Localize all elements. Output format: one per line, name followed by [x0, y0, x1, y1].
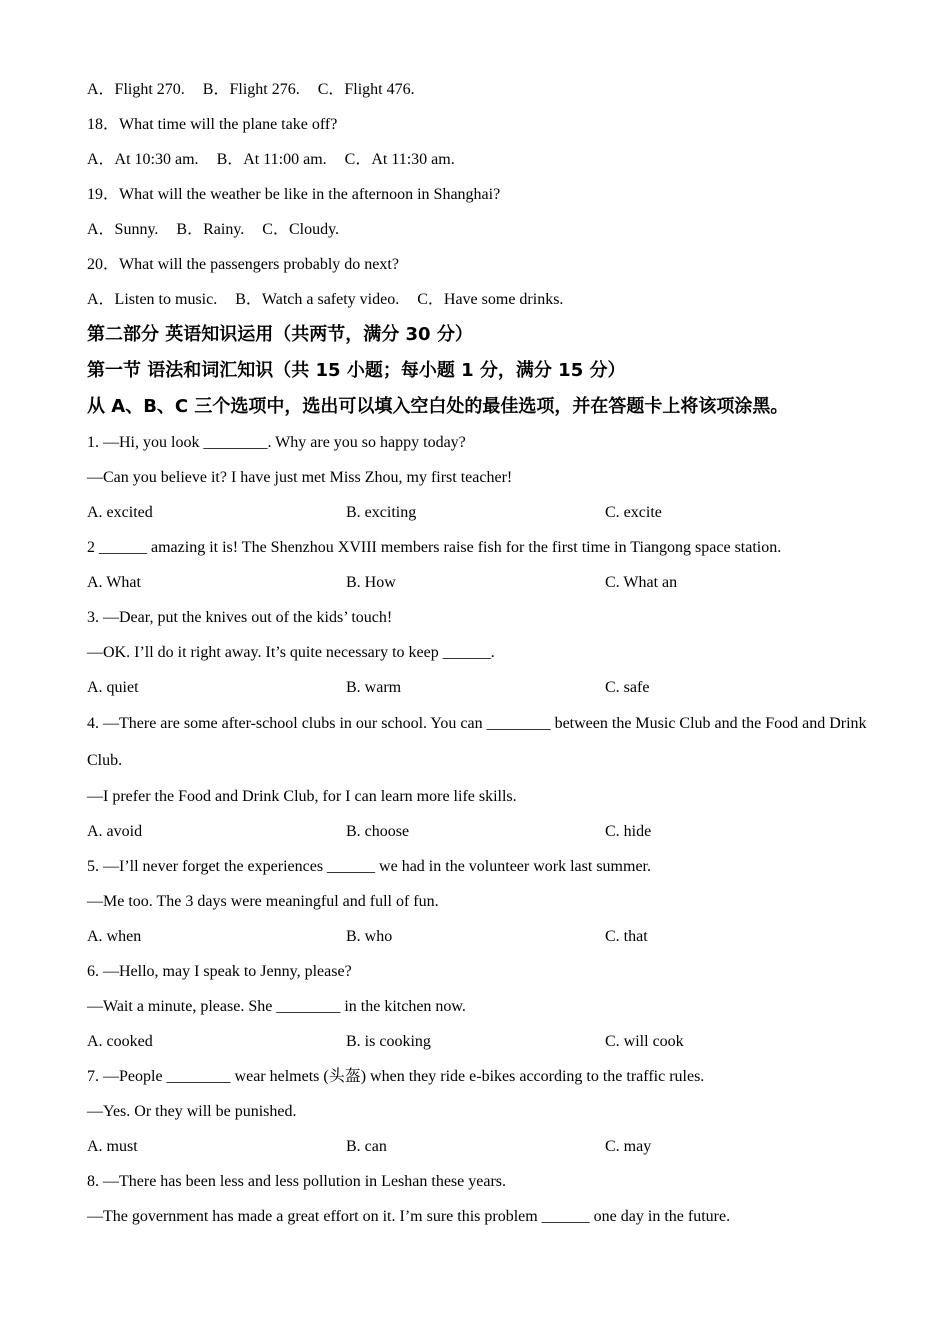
q19-options — [87, 212, 877, 247]
q18-options — [87, 142, 877, 177]
option-b: B. can — [346, 1138, 387, 1155]
option-a: A．Flight 270. — [87, 81, 185, 98]
option-b: B．Watch a safety video. — [235, 291, 400, 308]
option-a: A. must — [87, 1138, 138, 1155]
q6-line-1: 6. —Hello, may I speak to Jenny, please? — [87, 963, 352, 980]
q1-line-2: —Can you believe it? I have just met Miss Zhou, my first teacher! — [87, 469, 513, 486]
q5-line-1: 5. —I’ll never forget the experiences ______ we had in the volunteer work last summer. — [87, 858, 651, 875]
option-a: A. avoid — [87, 823, 143, 840]
instruction: 从 A、B、C 三个选项中，选出可以填入空白处的最佳选项，并在答题卡上将该项涂黑。 — [87, 396, 789, 417]
option-c: C. excite — [605, 504, 662, 521]
option-a: A．Sunny. — [87, 221, 159, 238]
option-c: C. safe — [605, 679, 650, 696]
q6-line-2: —Wait a minute, please. She ________ in the kitchen now. — [87, 998, 466, 1015]
option-b: B. is cooking — [346, 1033, 431, 1050]
q3-line-2: —OK. I’ll do it right away. It’s quite necessary to keep ______. — [87, 644, 495, 661]
q5-options — [87, 919, 877, 954]
q19-question: 19．What will the weather be like in the afternoon in Shanghai? — [87, 186, 501, 203]
option-c: C. What an — [605, 574, 678, 591]
option-a: A. when — [87, 928, 142, 945]
q4-options — [87, 814, 877, 849]
option-c: C．Cloudy. — [262, 221, 340, 238]
option-a: A．At 10:30 am. — [87, 151, 199, 168]
option-c: C. will cook — [605, 1033, 684, 1050]
q2-line-1: 2 ______ amazing it is! The Shenzhou XVIII members raise fish for the first time in Tiangong space station. — [87, 539, 782, 556]
q3-line-1: 3. —Dear, put the knives out of the kids’ touch! — [87, 609, 393, 626]
q2-options — [87, 565, 877, 600]
option-c: C. that — [605, 928, 648, 945]
part-heading: 第二部分 英语知识运用（共两节，满分 30 分） — [87, 324, 473, 345]
q6-options — [87, 1024, 877, 1059]
q18-question: 18．What time will the plane take off? — [87, 116, 338, 133]
option-b: B. exciting — [346, 504, 417, 521]
option-b: B. choose — [346, 823, 410, 840]
option-a: A. excited — [87, 504, 153, 521]
option-c: C．Flight 476. — [317, 81, 415, 98]
q17-options — [87, 72, 877, 107]
document-page — [87, 72, 877, 1234]
q7-line-2: —Yes. Or they will be punished. — [87, 1103, 297, 1120]
option-a: A. What — [87, 574, 141, 591]
option-c: C．At 11:30 am. — [344, 151, 455, 168]
q3-options — [87, 670, 877, 705]
option-a: A．Listen to music. — [87, 291, 218, 308]
q1-line-1: 1. —Hi, you look ________. Why are you so happy today? — [87, 434, 466, 451]
q5-line-2: —Me too. The 3 days were meaningful and full of fun. — [87, 893, 439, 910]
option-a: A. cooked — [87, 1033, 153, 1050]
option-c: C. may — [605, 1138, 652, 1155]
q4-line-1: 4. —There are some after-school clubs in our school. You can ________ between the Music Club and the Food and Drink Club. — [87, 715, 867, 769]
q1-options — [87, 495, 877, 530]
option-b: B. warm — [346, 679, 402, 696]
q20-question: 20．What will the passengers probably do next? — [87, 256, 399, 273]
q20-options — [87, 282, 877, 317]
section-heading: 第一节 语法和词汇知识（共 15 小题；每小题 1 分，满分 15 分） — [87, 360, 626, 381]
q4-line-2: —I prefer the Food and Drink Club, for I can learn more life skills. — [87, 788, 517, 805]
q7-line-1: 7. —People ________ wear helmets (头盔) when they ride e-bikes according to the traffic rules. — [87, 1068, 705, 1085]
option-b: B．At 11:00 am. — [216, 151, 327, 168]
option-b: B. who — [346, 928, 393, 945]
option-b: B. How — [346, 574, 396, 591]
option-a: A. quiet — [87, 679, 139, 696]
q8-line-2: —The government has made a great effort on it. I’m sure this problem ______ one day in the future. — [87, 1208, 731, 1225]
option-c: C. hide — [605, 823, 652, 840]
q7-options — [87, 1129, 877, 1164]
q8-line-1: 8. —There has been less and less pollution in Leshan these years. — [87, 1173, 506, 1190]
option-b: B．Rainy. — [176, 221, 245, 238]
option-c: C．Have some drinks. — [417, 291, 564, 308]
option-b: B．Flight 276. — [202, 81, 300, 98]
